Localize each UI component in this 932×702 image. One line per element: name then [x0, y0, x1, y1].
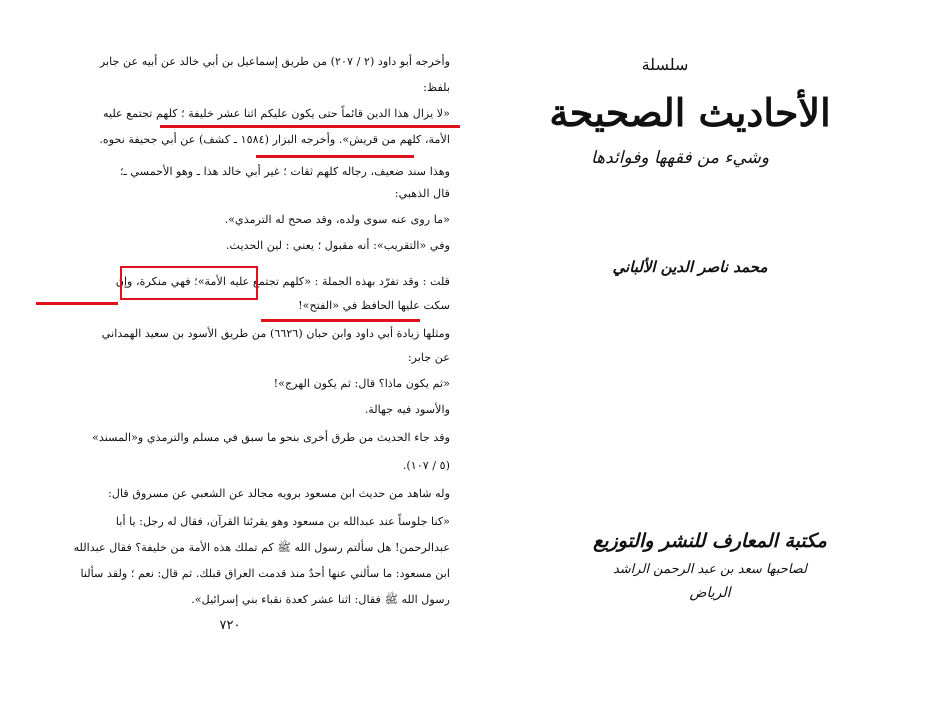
text-line: الأمة، كلهم من قريش». وأخرجه البزار (١٥٨٤ ـ كشف) عن أبي جحيفة نحوه. [99, 133, 450, 146]
book-title: الأحاديث الصحيحة [549, 90, 831, 135]
text-line: بلفظ: [423, 81, 450, 94]
text-line: قلت : وقد تفرّد بهذه الجملة : «كلهم تجتمع عليه الأمة»؛ فهي منكرة، وإن [115, 275, 450, 288]
series-label: سلسلة [641, 55, 689, 74]
book-subtitle: وشيء من فقهها وفوائدها [590, 148, 770, 168]
highlight-underline [36, 302, 118, 305]
text-line: رسول الله ﷺ فقال: اثنا عشر كعدة نقباء بني إسرائيل». [191, 593, 450, 606]
author-name: محمد ناصر الدين الألباني [612, 258, 768, 276]
text-line: وقد جاء الحديث من طرق أخرى بنحو ما سبق في مسلم والترمذي و«المسند» [92, 431, 450, 444]
text-line: سكت عليها الحافظ في «الفتح»! [298, 299, 450, 312]
text-line: ومثلها زيادة أبي داود وابن حبان (٦٦٢٦) من طريق الأسود بن سعيد الهمداني [101, 327, 450, 340]
text-line: قال الذهبي: [394, 187, 450, 200]
text-line: «ثم يكون ماذا؟ قال: ثم يكون الهرج»! [273, 377, 450, 390]
text-line: وهذا سند ضعيف، رجاله كلهم ثقات ؛ غير أبي خالد هذا ـ وهو الأحمسي ـ؛ [120, 165, 450, 178]
text-line: ابن مسعود: ما سألني عنها أحدٌ منذ قدمت العراق قبلك. ثم قال: نعم ؛ ولقد سألنا [80, 567, 450, 580]
text-line: وله شاهد من حديث ابن مسعود برويه مجالد عن الشعبي عن مسروق قال: [108, 487, 450, 500]
text-line: والأسود فيه جهالة. [364, 403, 450, 416]
text-line: «لا يزال هذا الدين قائماً حتى يكون عليكم اثنا عشر خليفة ؛ كلهم تجتمع عليه [102, 107, 450, 120]
highlight-underline [261, 319, 420, 322]
publisher-city: الرياض [689, 585, 731, 601]
text-line: «كنا جلوساً عند عبدالله بن مسعود وهو يقرئنا القرآن، فقال له رجل: يا أبا [115, 515, 450, 528]
highlight-box [120, 266, 258, 300]
text-line: «ما روى عنه سوى ولده، وقد صحح له الترمذي». [224, 213, 450, 226]
text-line: وفي «التقريب»: أنه مقبول ؛ يعني : لين الحديث. [225, 239, 450, 252]
text-line: وأخرجه أبو داود (٢ / ٢٠٧) من طريق إسماعيل بن أبي خالد عن أبيه عن جابر [99, 55, 450, 68]
text-line: عبدالرحمن! هل سألتم رسول الله ﷺ كم تملك هذه الأمة من خليفة؟ فقال عبدالله [73, 541, 450, 554]
text-line: عن جابر: [407, 351, 450, 364]
highlight-underline [256, 155, 414, 158]
publisher-name: مكتبة المعارف للنشر والتوزيع [593, 530, 827, 552]
highlight-underline [160, 125, 460, 128]
publisher-owner: لصاحبها سعد بن عبد الرحمن الراشد [612, 562, 808, 577]
right-page [470, 0, 932, 702]
page-number: ٧٢٠ [219, 618, 241, 633]
text-line: (٥ / ١٠٧). [402, 459, 450, 472]
